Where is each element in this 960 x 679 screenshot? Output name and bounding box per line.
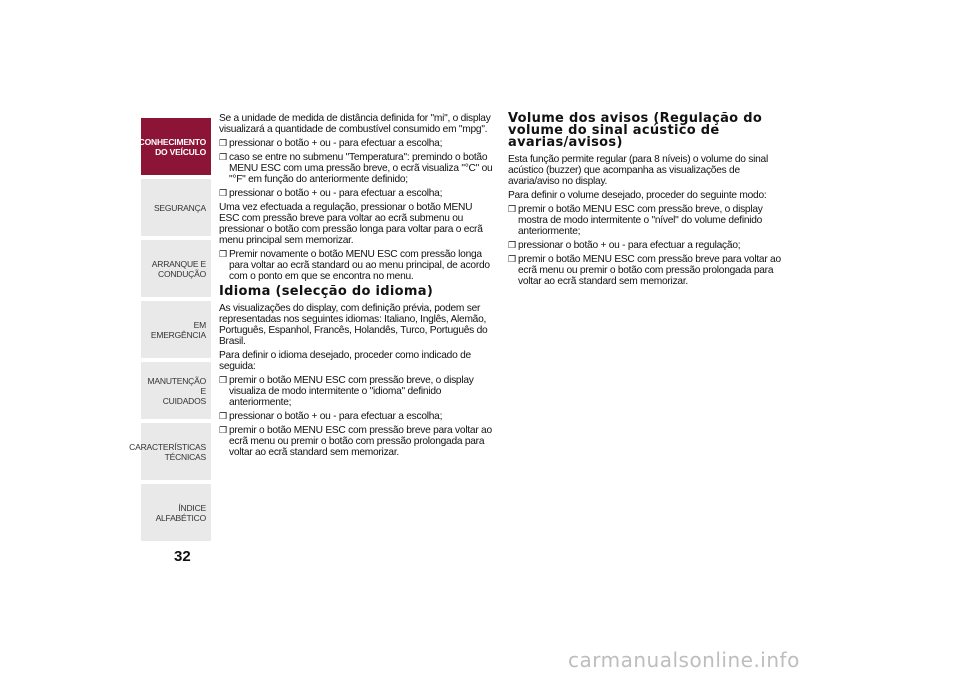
paragraph: Para definir o volume desejado, proceder do seguinte modo: [508, 190, 767, 201]
bullet-icon: ❒ [508, 240, 516, 250]
list-item: ❒ premir o botão MENU ESC com pressão breve, o display visualiza de modo intermitente o "idioma" definido anteriormente; [219, 375, 474, 408]
tab-conhecimento-do-veiculo[interactable]: CONHECIMENTO DO VEÍCULO [141, 118, 211, 177]
bullet-icon: ❒ [508, 254, 516, 264]
tab-manutencao-e-cuidados[interactable]: MANUTENÇÃO E CUIDADOS [141, 362, 211, 421]
list-item: ❒ caso se entre no submenu "Temperatura": premindo o botão MENU ESC com uma pressão breve, o ecrã visualiza "°C" ou "°F" em função do anteriormente definido; [219, 152, 493, 185]
list-item: ❒ pressionar o botão + ou - para efectuar a regulação; [508, 240, 741, 251]
paragraph: Uma vez efectuada a regulação, pressionar o botão MENU ESC com pressão breve para voltar ao ecrã submenu ou pressionar o botão com pressão longa para voltar para o ecrã menu principal sem memorizar. [219, 202, 483, 246]
tab-indice-alfabetico[interactable]: ÍNDICE ALFABÉTICO [141, 484, 211, 543]
tab-seguranca[interactable]: SEGURANÇA [141, 179, 211, 238]
bullet-icon: ❒ [219, 152, 227, 162]
page-number: 32 [174, 548, 191, 565]
list-item: ❒ premir o botão MENU ESC com pressão breve, o display mostra de modo intermitente o "nível" do volume definido anteriormente; [508, 204, 763, 237]
paragraph: As visualizações do display, com definição prévia, podem ser representadas nos seguintes idiomas: Italiano, Inglês, Alemão, Português, Espanhol, Francês, Holandês, Turco, Português do Brasil. [219, 303, 488, 347]
section-heading: Idioma (selecção do idioma) [219, 284, 434, 299]
watermark: carmanualsonline.info [568, 648, 800, 672]
bullet-icon: ❒ [219, 375, 227, 385]
paragraph: Se a unidade de medida de distância definida for "mi", o display visualizará a quantidade de combustível consumido em "mpg". [219, 113, 491, 135]
list-item: ❒ pressionar o botão + ou - para efectuar a escolha; [219, 411, 443, 422]
paragraph: Esta função permite regular (para 8 níveis) o volume do sinal acústico (buzzer) que acompanha as visualizações de avaria/aviso no display. [508, 154, 768, 187]
bullet-icon: ❒ [219, 425, 227, 435]
list-item: ❒ premir o botão MENU ESC com pressão breve para voltar ao ecrã menu ou premir o botão com pressão prolongada para voltar ao ecrã standard sem memorizar. [508, 254, 781, 287]
paragraph: Para definir o idioma desejado, proceder como indicado de seguida: [219, 350, 471, 372]
list-item: ❒ Premir novamente o botão MENU ESC com pressão longa para voltar ao ecrã standard ou ao menu principal, de acordo com o ponto em que se encontra no menu. [219, 249, 490, 282]
bullet-icon: ❒ [219, 138, 227, 148]
tab-em-emergencia[interactable]: EM EMERGÊNCIA [141, 301, 211, 360]
bullet-icon: ❒ [219, 411, 227, 421]
bullet-icon: ❒ [508, 204, 516, 214]
text-column-right [508, 113, 783, 290]
section-heading: Volume dos avisos (Regulação do volume do sinal acústico de avarias/avisos) [508, 111, 763, 150]
tab-arranque-e-conducao[interactable]: ARRANQUE E CONDUÇÃO [141, 240, 211, 299]
list-item: ❒ pressionar o botão + ou - para efectuar a escolha; [219, 138, 443, 149]
bullet-icon: ❒ [219, 188, 227, 198]
text-column-left [219, 113, 494, 461]
list-item: ❒ premir o botão MENU ESC com pressão breve para voltar ao ecrã menu ou premir o botão com pressão prolongada para voltar ao ecrã standard sem memorizar. [219, 425, 492, 458]
list-item: ❒ pressionar o botão + ou - para efectuar a escolha; [219, 188, 443, 199]
tab-caracteristicas-tecnicas[interactable]: CARACTERÍSTICAS TÉCNICAS [141, 423, 211, 482]
bullet-icon: ❒ [219, 249, 227, 259]
